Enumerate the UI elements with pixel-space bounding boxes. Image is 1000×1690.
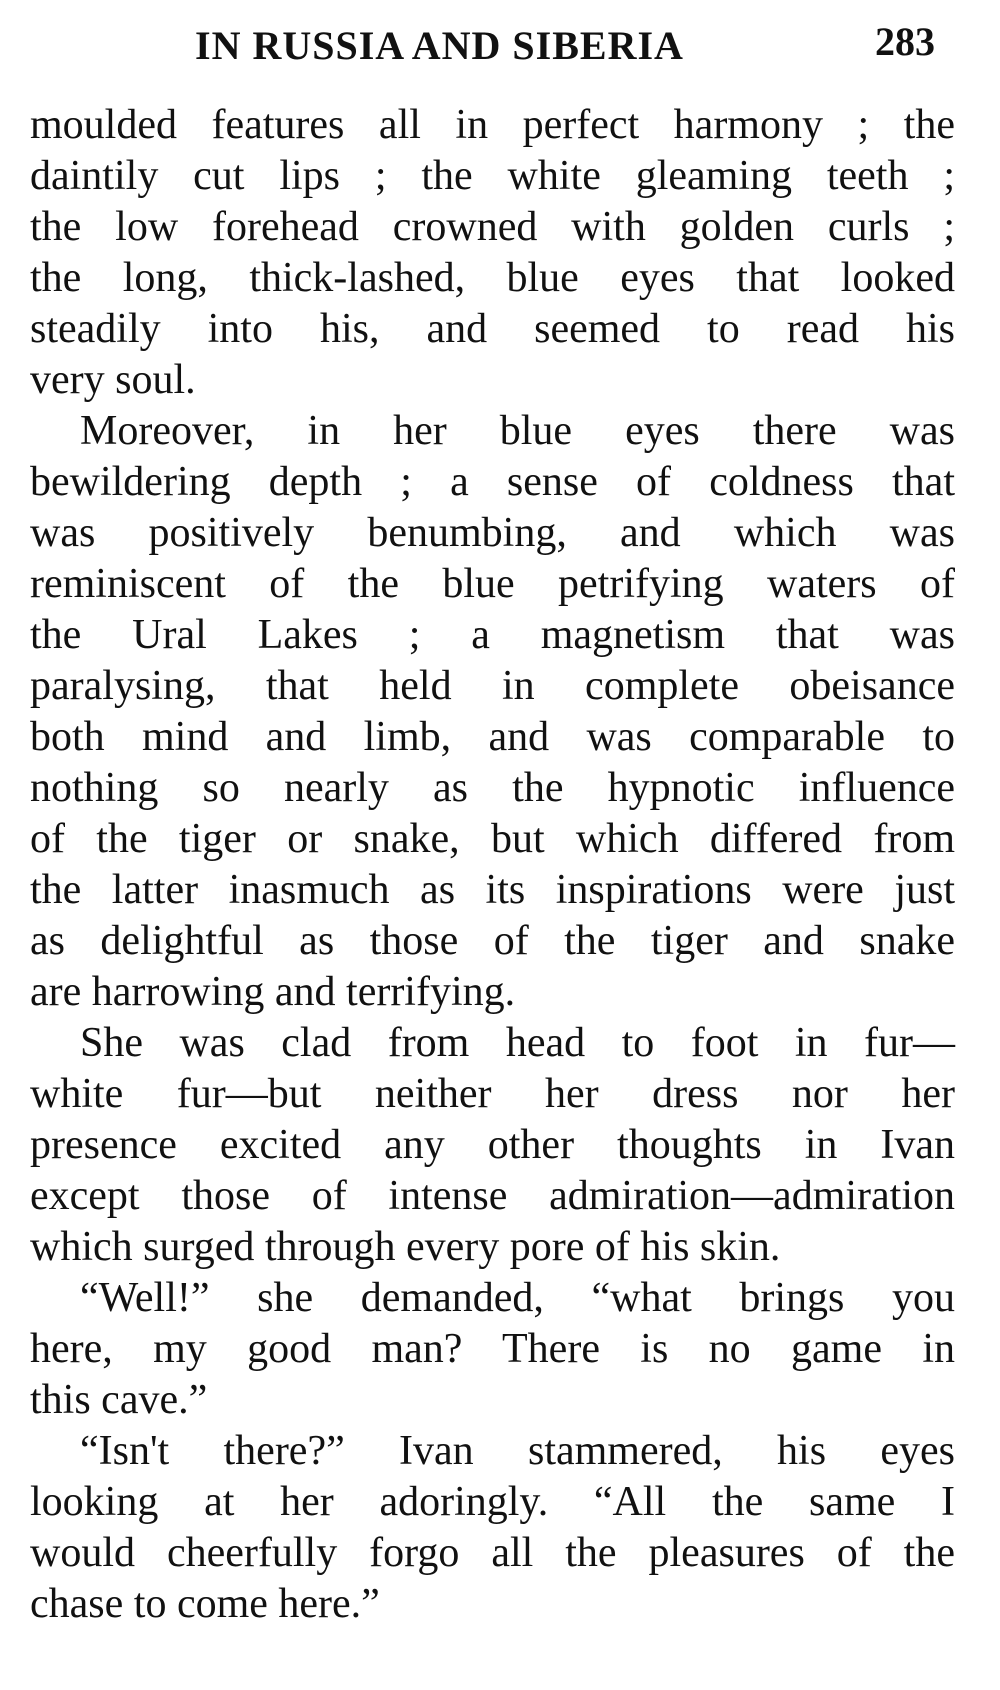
- text-line: nothing so nearly as the hypnotic influence: [30, 765, 955, 811]
- text-line: “Well!” she demanded, “what brings you: [80, 1275, 955, 1321]
- text-line: which surged through every pore of his skin.: [30, 1224, 781, 1270]
- text-line: the low forehead crowned with golden curls ;: [30, 204, 955, 250]
- text-line: except those of intense admiration—admiration: [30, 1173, 955, 1219]
- text-line: looking at her adoringly. “All the same I: [30, 1479, 955, 1525]
- text-line: daintily cut lips ; the white gleaming teeth ;: [30, 153, 955, 199]
- text-line: would cheerfully forgo all the pleasures of the: [30, 1530, 955, 1576]
- text-line: the latter inasmuch as its inspirations were just: [30, 867, 955, 913]
- text-line: white fur—but neither her dress nor her: [30, 1071, 955, 1117]
- text-line: paralysing, that held in complete obeisance: [30, 663, 955, 709]
- running-head: [0, 18, 1000, 68]
- text-line: chase to come here.”: [30, 1581, 380, 1627]
- text-line: both mind and limb, and was comparable to: [30, 714, 955, 760]
- text-line: moulded features all in perfect harmony ; the: [30, 102, 955, 148]
- text-line: “Isn't there?” Ivan stammered, his eyes: [80, 1428, 955, 1474]
- body-text: [30, 100, 955, 1630]
- text-line: the long, thick-lashed, blue eyes that looked: [30, 255, 955, 301]
- text-line: bewildering depth ; a sense of coldness that: [30, 459, 955, 505]
- text-line: was positively benumbing, and which was: [30, 510, 955, 556]
- text-line: this cave.”: [30, 1377, 208, 1423]
- page-number: 283: [875, 19, 935, 64]
- text-line: the Ural Lakes ; a magnetism that was: [30, 612, 955, 658]
- text-line: of the tiger or snake, but which differed from: [30, 816, 955, 862]
- text-line: reminiscent of the blue petrifying waters of: [30, 561, 955, 607]
- text-line: Moreover, in her blue eyes there was: [80, 408, 955, 454]
- text-line: very soul.: [30, 357, 196, 403]
- text-line: are harrowing and terrifying.: [30, 969, 516, 1015]
- text-line: here, my good man? There is no game in: [30, 1326, 955, 1372]
- text-line: She was clad from head to foot in fur—: [80, 1020, 955, 1066]
- running-title: IN RUSSIA AND SIBERIA: [195, 23, 684, 68]
- text-line: steadily into his, and seemed to read his: [30, 306, 955, 352]
- text-line: presence excited any other thoughts in Ivan: [30, 1122, 955, 1168]
- text-line: as delightful as those of the tiger and snake: [30, 918, 955, 964]
